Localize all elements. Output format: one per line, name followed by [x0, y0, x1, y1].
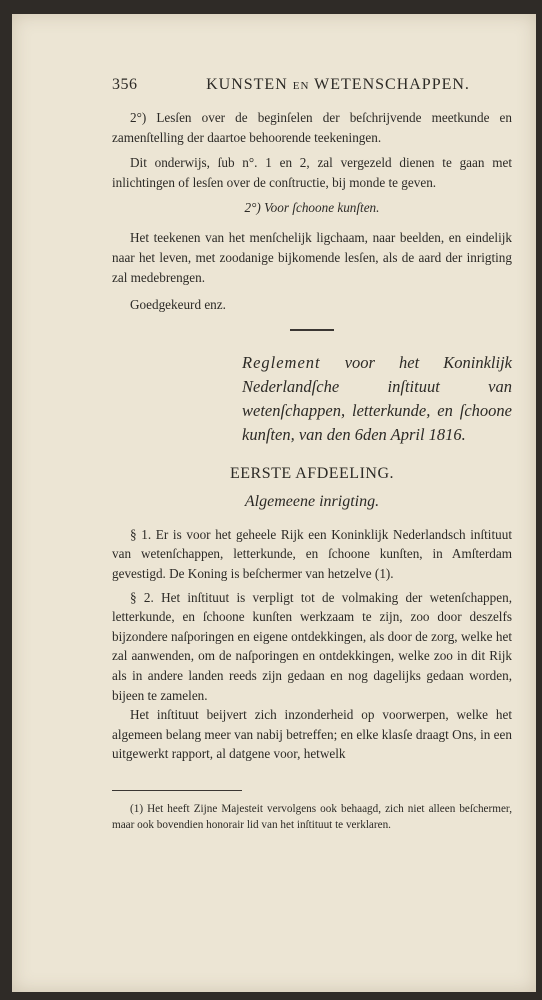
footnote: (1) Het heeft Zijne Majesteit vervolgens ook behaagd, zich niet alleen beſchermer, maar ook bovendien honorair lid van het inſtituut te verklaren.: [112, 802, 512, 831]
reglement-title-rest: voor het Koninklijk Nederlandſche inſtituut van wetenſchappen, letterkunde, en ſchoone kunſten, van den 6den April 1816.: [242, 352, 512, 444]
page-content: [112, 76, 512, 833]
paragraph-3: Het teekenen van het menſchelijk ligchaam, naar beelden, en eindelijk naar het leven, met zoodanige bijkomende lesſen, als de aard der inrigting zal medebrengen.: [112, 230, 512, 285]
subsection-heading: Algemeene inrigting.: [244, 492, 380, 510]
footnote-rule: [112, 790, 242, 791]
running-title-part-a: KUNSTEN: [206, 76, 288, 93]
article-2: § 2. Het inſtituut is verpligt tot de volmaking der wetenſchappen, letterkunde, en ſchoone kunſten werkzaam te zijn, zoo door deszelfs bijzondere naſporingen en eigene ontdekkingen, als door de zorg, welke het zal aanwenden, om de naſporingen en ontdekkingen, welke zoo in dit Rijk als in andere landen reeds zijn gedaan en nog dagelijks gedaan worden, bijeen te zamelen.: [112, 589, 512, 703]
section-divider: [290, 329, 334, 331]
paragraph-2: Dit onderwijs, ſub n°. 1 en 2, zal vergezeld dienen te gaan met inlichtingen of lesſen over de conſtructie, bij monde te geven.: [112, 155, 512, 190]
reglement-title: [242, 351, 512, 447]
page-number: 356: [112, 76, 138, 93]
running-title-part-b: WETENSCHAPPEN.: [314, 76, 470, 93]
page-header: [112, 76, 512, 94]
paragraph-1: 2°) Lesſen over de beginſelen der beſchrijvende meetkunde en zamenſtelling der daartoe behoorende teekeningen.: [112, 110, 512, 145]
running-title: [164, 76, 512, 94]
subheading-schoone-kunsten: 2°) Voor ſchoone kunſten.: [244, 200, 380, 216]
article-1: § 1. Er is voor het geheele Rijk een Koninklijk Nederlandsch inſtituut van wetenſchappen, letterkunde, en ſchoone kunſten, in Amſterdam gevestigd. De Koning is beſchermer van hetzelve (1).: [112, 526, 512, 581]
reglement-title-smallcaps: Reglement: [242, 352, 321, 372]
paragraph-approved: Goedgekeurd enz.: [130, 297, 226, 313]
paragraph-7: Het inſtituut beijvert zich inzonderheid op voorwerpen, welke het algemeen belang meer van nabij betreffen; en elke klasſe draagt Ons, in een uitgewerkt rapport, al datgene voor, hetwelk: [112, 707, 512, 762]
section-heading: EERSTE AFDEELING.: [229, 464, 395, 482]
running-title-conjunction: EN: [292, 80, 310, 92]
